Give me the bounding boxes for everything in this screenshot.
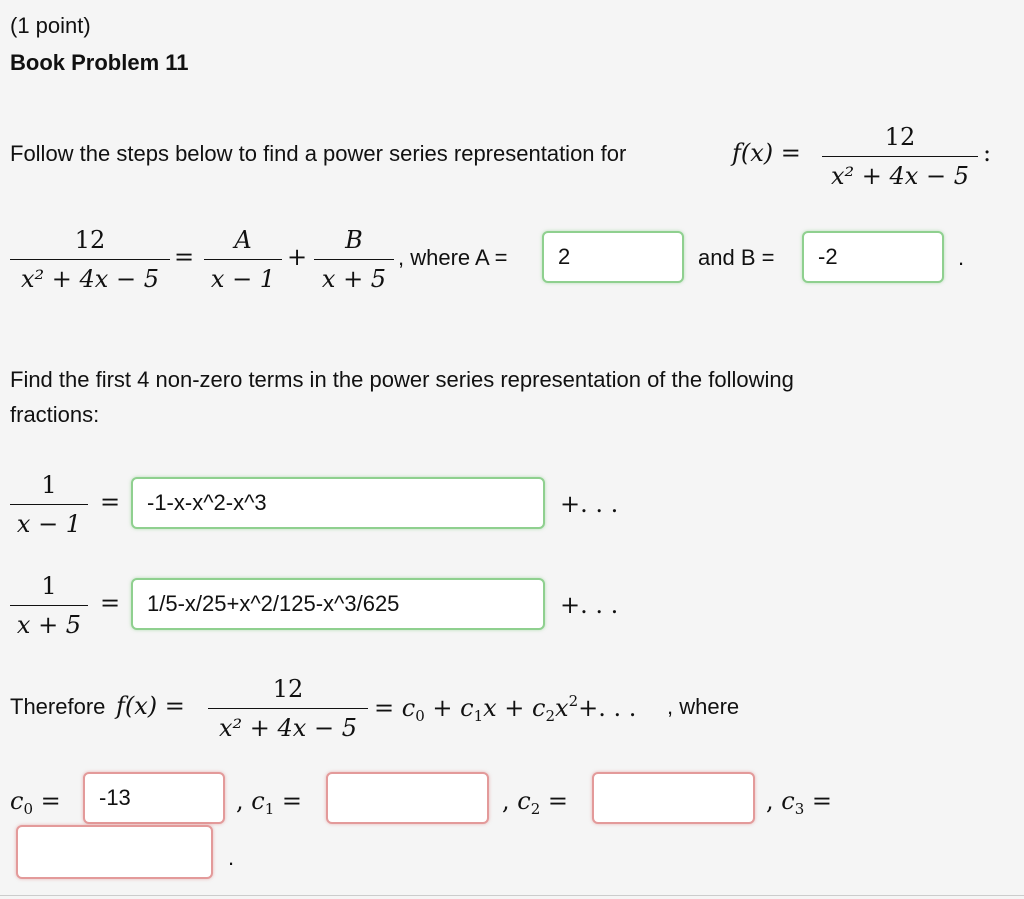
therefore-function: f(x) = (116, 692, 185, 720)
series2-numerator: 1 (41, 572, 57, 600)
pf-A-symbol: A (234, 226, 252, 254)
pf-fraction (10, 225, 170, 294)
intro-function: f(x) = (732, 139, 801, 167)
where-label: , where (667, 694, 740, 719)
intro-numerator: 12 (884, 123, 916, 151)
series1-fraction (10, 470, 88, 539)
series1-denominator: x − 1 (16, 510, 82, 538)
therefore-denominator: x² + 4x − 5 (219, 714, 357, 742)
c3-period: . (228, 845, 235, 870)
pf-numerator: 12 (74, 226, 106, 254)
intro-fraction (822, 122, 978, 191)
B-input[interactable] (802, 231, 944, 283)
series1-numerator: 1 (41, 471, 57, 499)
intro-text: Follow the steps below to find a power series representation for (10, 141, 627, 166)
therefore-numerator: 12 (272, 675, 304, 703)
plus-sign: + (287, 243, 308, 271)
pf-B-symbol: B (345, 226, 363, 254)
intro-colon: : (983, 139, 992, 167)
series-instructions-line2: fractions: (10, 402, 100, 427)
series-expansion: = $c_0 + c_1x + c_2x^2+$. . . (374, 692, 637, 725)
pf-B-denominator: x + 5 (321, 265, 387, 293)
series2-denominator: x + 5 (16, 611, 82, 639)
pf-A-fraction (204, 225, 282, 294)
c3-input[interactable] (16, 825, 213, 879)
equals-sign: = (100, 589, 121, 617)
equals-sign: = (174, 243, 195, 271)
c1-label: , $c_1$ = (236, 787, 303, 818)
pf-B-fraction (314, 225, 394, 294)
pf-denominator: x² + 4x − 5 (21, 265, 159, 293)
pf-A-denominator: x − 1 (210, 265, 276, 293)
c0-label: $c_0$ = (10, 787, 61, 818)
series2-input[interactable] (131, 578, 545, 630)
pf-period: . (958, 245, 965, 270)
where-A-label: , where A = (398, 245, 508, 270)
equals-sign: = (100, 488, 121, 516)
c3-label: , $c_3$ = (766, 787, 833, 818)
and-B-label: and B = (698, 245, 775, 270)
bottom-divider (0, 895, 1024, 896)
c2-input[interactable] (592, 772, 755, 824)
c2-label: , $c_2$ = (502, 787, 569, 818)
therefore-fraction (208, 674, 368, 743)
intro-denominator: x² + 4x − 5 (831, 162, 969, 190)
series2-tail: +. . . (560, 591, 619, 619)
c1-input[interactable] (326, 772, 489, 824)
points-label: (1 point) (10, 13, 91, 38)
series1-tail: +. . . (560, 490, 619, 518)
problem-title: Book Problem 11 (10, 50, 189, 75)
series1-input[interactable] (131, 477, 545, 529)
therefore-text: Therefore (10, 694, 106, 719)
A-input[interactable] (542, 231, 684, 283)
series2-fraction (10, 571, 88, 640)
c0-input[interactable] (83, 772, 225, 824)
series-instructions-line1: Find the first 4 non-zero terms in the power series representation of the following (10, 367, 794, 392)
